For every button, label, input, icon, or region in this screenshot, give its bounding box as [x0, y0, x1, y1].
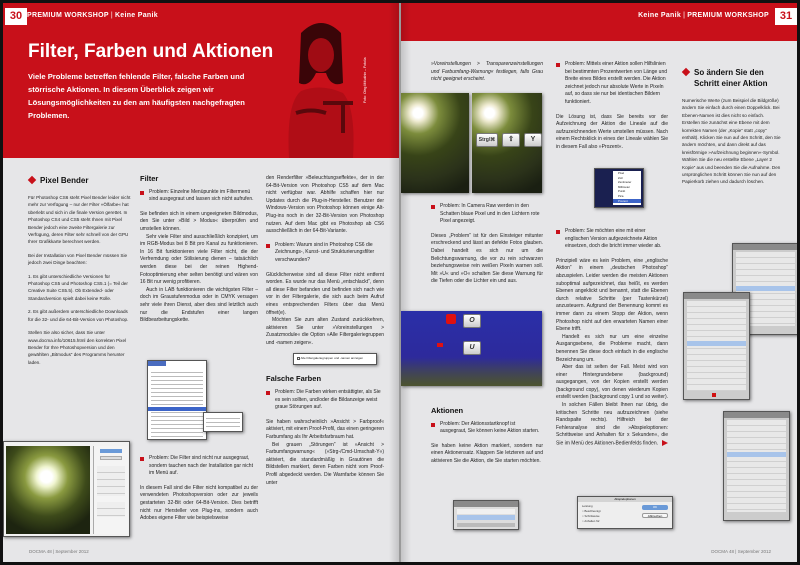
paragraph: Sehr viele Filter sind ausschließlich konzipiert, um im RGB-Modus bei 8 Bit pro Kanal zu funktionieren. In 16 Bit funktionieren viele Filter nicht, die der Verfremdung oder Stilisierung dienen – tatsächlich werden diese bei der reinen Highend-Fotooptimierung eher selten benötigt und wären von 16 Bit nur wenig profitieren. [140, 233, 258, 286]
ok-button[interactable] [100, 449, 122, 453]
playback-options-dialog [577, 496, 673, 529]
menu-item[interactable]: Punkt [618, 189, 626, 194]
right-page [399, 3, 797, 562]
panel-header [454, 501, 518, 507]
left-page [3, 3, 399, 562]
diamond-bullet-icon [28, 176, 36, 184]
key-shift: ⇧ [502, 133, 520, 147]
right-column-1c [431, 407, 543, 472]
sidebar-heading: Pixel Bender [28, 175, 131, 186]
pixel-bender-sidebar [28, 175, 131, 372]
section-label: PREMIUM WORKSHOP [27, 12, 109, 19]
preferences-checkbox-screenshot [293, 353, 377, 365]
paragraph: Sie haben wahrscheinlich »Ansicht > Farbproof« aktiviert, mit einem Proof-Profil, das einen geringeren Farbumfang als Ihr Arbeitsfarbraum hat. [266, 418, 384, 441]
menu-item-highlight[interactable] [148, 407, 206, 411]
ok-button[interactable]: OK [642, 505, 668, 510]
paragraph: Auch in LAB funktionieren die wichtigsten Filter – doch im Graustufenmodus oder in CMYK versagen sehr viele ihren Dienst, aber dies sind letztlich auch nur die Endstufen einer langen Bildbearbeitungskette. [140, 286, 258, 324]
paragraph: den Renderfilter »Beleuchtungseffekte«, der in der 64-Bit-Version von Photoshop CS5 auf dem Mac nicht verfügbar war. Abhilfe schaffen hier nur Updates durch die Plug-in-Hersteller. Benutzer der Windows-Version von Photoshop können einige Alt-Plug-ins noch in der 32-Bit-Version von Photoshop nutzen. Auf dem Mac gibt es Photoshop ab CS6 ausschließlich in der 64-Bit-Variante. [266, 175, 384, 235]
right-column-1b [431, 203, 543, 292]
problem-item: Problem: Sie möchten eine mit einer englischen Version aufgezeichnete Aktion einsetzen, doch die bricht immer wieder ab. [556, 228, 668, 251]
woman-illustration [271, 13, 371, 158]
filter-menu-screenshot [147, 360, 207, 440]
red-clipping-area [446, 314, 456, 324]
gutter-shadow [389, 3, 399, 562]
menu-item[interactable]: Millimeter [618, 184, 630, 189]
problem-item: Problem: Die Filter sind nicht nur ausgegraut, sondern tauchen nach der Installation gar nicht im Menü auf. [140, 455, 258, 478]
square-bullet-icon [431, 205, 435, 209]
paragraph: Sie befinden sich in einem ungeeigneten Bildmodus, den Sie unter »Bild > Modus« überprüfen und umstellen können. [140, 210, 258, 232]
checkbox-label: Alle Filtergaleriegruppen und -namen anzeigen [300, 356, 364, 361]
hero-banner [3, 3, 399, 158]
settings-panel [93, 446, 128, 534]
page-number: 30 [5, 8, 27, 25]
action-row-selected[interactable] [457, 515, 515, 520]
clipping-warning-photo [401, 311, 542, 386]
red-clipping-area [437, 343, 443, 347]
paragraph: Möchten Sie zum alten Zustand zurückkehren, aktivieren Sie unter »Voreinstellungen > Zusatzmodule« die Option »Alle Filtergaleriegruppen und -namen zeigen«. [266, 317, 384, 346]
diamond-bullet-icon [682, 68, 690, 76]
sidebar-box [682, 67, 782, 192]
submenu-screenshot [203, 412, 243, 432]
checkbox[interactable] [297, 357, 300, 360]
dialog-title: Abspieloptionen [578, 497, 672, 502]
right-column-2b [556, 228, 668, 448]
square-bullet-icon [556, 230, 560, 234]
paragraph: Handelt es sich nur um eine einzelne Ausgangsebene, die Probleme macht, dann benennen Sie diese doch einfach in die englische Bezeichnung um. [556, 333, 668, 363]
actions-panel-screenshot [453, 500, 519, 530]
running-head [27, 12, 158, 19]
panel-header [733, 244, 797, 250]
square-bullet-icon [140, 191, 144, 195]
lamp-photo [6, 446, 90, 534]
action-row-selected[interactable] [736, 286, 795, 291]
panel-header [724, 412, 789, 418]
filter-column-2 [266, 175, 384, 487]
separator: | [683, 12, 686, 19]
filter-column-cont [140, 455, 258, 529]
article-lead: Viele Probleme betreffen fehlende Filter, falsche Farben und störrische Aktionen. In diesem Überblick zeigen wir Lösungsmöglichkeiten zu den am häufigsten nachgefragten Problemen. [28, 72, 245, 120]
separator: | [110, 12, 113, 19]
cancel-button[interactable]: Abbrechen [642, 513, 668, 518]
topic-label: Keine Panik [114, 12, 158, 19]
photo-credit: Foto: Oleg Mitiukhin – Fotolia [363, 57, 367, 103]
menu-items[interactable] [151, 369, 203, 437]
sliders-group[interactable] [97, 466, 125, 496]
end-mark-icon [662, 440, 668, 446]
paragraph: Stellen Sie also sicher, dass Sie unter www.docma.info/10615.html den korrekten Pixel Bender für Ihre Photoshopversion und den gewählten „Bitmodus“ des Programms herunter laden. [28, 330, 127, 365]
menu-item[interactable]: Pica [618, 193, 624, 198]
key-y: Y [524, 133, 542, 147]
square-bullet-icon [266, 244, 270, 248]
pixel-bender-screenshot [3, 441, 130, 537]
page-footer: DOCMA 48 | September 2012 [711, 549, 771, 554]
topic-label: Keine Panik [638, 12, 682, 19]
paragraph: 2. Es gibt außerdem unterschiedliche Downloads für die 32- und die 64-Bit-Version von Photoshop. [28, 309, 129, 322]
paragraph: Für Photoshop CS6 steht Pixel Bender leider nicht mehr zur Verfügung – nur der Filter »Ölfarbe« hat überlebt und sich in die finale Version gerettet. In Photoshop CS4 und CS5 steht Ihnen mit Pixel Bender jedoch eine zweite Filtergalerie zur Verfügung, deren Filter sehr schnell von der GPU Ihrer Grafikkarte berechnet werden. [28, 195, 131, 245]
ruler-context-menu-screenshot [594, 168, 644, 208]
square-bullet-icon [556, 63, 560, 67]
panel-header [684, 293, 749, 299]
paragraph: Die Lösung ist, dass Sie bereits vor der Aufzeichnung der Aktion die Lineale auf die aufzuzeichnenden Werte umstellen müssen. Nach einem Rechtsklick in eines der Lineale wählen Sie in diesem Fall also »Prozent«. [556, 113, 668, 150]
action-list[interactable] [687, 301, 746, 391]
record-button-icon[interactable] [712, 393, 716, 397]
paragraph: In diesem Fall sind die Filter nicht kompatibel zu der verwendeten Photoshopversion oder zur jeweils gestarteten 32-Bit oder 64-Bit-Version. Dies betrifft nicht nur Hersteller von Plug-ins, sondern auch Adobes eigene Filter wie beispielsweise [140, 484, 258, 522]
paragraph: Dieses „Problem“ ist für den Einsteiger mitunter erschreckend und lässt an defekte Fotos glauben. Dabei handelt es sich nur um die Belichtungswarnung, die vor zu rein schwarzen beziehungsweise rein weißen Pixeln warnen soll. Mit »U« und »O« schalten Sie diese Warnung für die Tiefen oder die Lichter ein und aus. [431, 232, 543, 285]
key-o: O [463, 314, 481, 328]
submenu-items[interactable] [206, 415, 240, 429]
group-label: Leistung [582, 504, 593, 508]
problem-item: Problem: Der Aktionsstartknopf ist ausgegraut, Sie können keine Aktion starten. [431, 421, 543, 436]
paragraph: 1. Es gibt unterschiedliche Versionen für Photoshop CS5 und Photoshop CS5.1 (= Teil der Creative Suite CS5.5). Ob Extended- oder Standardversion spielt dabei keine Rolle. [28, 273, 128, 301]
key-ctrl-cmd: Strg/⌘ [476, 133, 498, 147]
night-photo-right [472, 93, 542, 193]
sidebar-heading: So ändern Sie den Schritt einer Aktion [682, 67, 782, 89]
night-photo-left [401, 93, 469, 193]
filter-column [140, 175, 258, 325]
paragraph: Glücklicherweise sind all diese Filter nicht entfernt worden. Es wurde nur das Menü „entschlackt“, denn all diese Filter befanden und befinden sich nach wie vor in der Filtergalerie, die sich auch beim Aufruf eines entsprechenden Filters über das Menü öffnet(e). [266, 271, 384, 316]
problem-item: Problem: Die Farben wirken entsättigter, als Sie es sein sollten, und/oder die Bildanzeige weist graue Störungen auf. [266, 389, 384, 412]
action-set-row[interactable] [457, 509, 515, 514]
paragraph: Sie haben keine Aktion markiert, sondern nur einen Aktionensatz. Klappen Sie letzteren auf und aktivieren Sie die Aktion, die Sie starten möchten. [431, 442, 543, 464]
menu-item[interactable]: Pixel [618, 171, 625, 175]
unit-menu[interactable] [613, 171, 641, 205]
problem-item: Problem: Einzelne Menüpunkte im Filtermenü sind ausgegraut und lassen sich nicht aufrufen. [140, 189, 258, 204]
square-bullet-icon [140, 457, 144, 461]
radio-option[interactable]: ○ Schrittweise [582, 514, 600, 518]
section-heading: Falsche Farben [266, 374, 322, 384]
actions-panel-3 [723, 411, 790, 521]
problem-item: Problem: Mittels einer Aktion sollen Hilfslinien bei bestimmten Prozentwerten von Länge und Breite eines Bildes erstellt werden. Die Aktion zeichnet jedoch nur absolute Werte in Pixeln auf, so dass sie nur bei identischen Bildern funktioniert. [556, 61, 668, 107]
header-band [401, 3, 797, 41]
square-bullet-icon [431, 423, 435, 427]
paragraph: Bei der Installation von Pixel Bender müssen Sie jedoch zwei Dinge beachten: [28, 252, 128, 266]
panel-buttons[interactable] [457, 523, 515, 527]
menu-item[interactable]: Zoll [618, 175, 623, 180]
paragraph: Aber das ist selten der Fall. Meist wird von einer Hintergrundebene (background) ausgegangen, von der Kopien erstellt werden (background copy), von denen wiederum Kopien erstellt werden (background copy 1 und so weiter). [556, 364, 669, 401]
paragraph: Prinzipiell wäre es kein Problem, eine „englische Aktion“ in einem „deutschen Photoshop“ abzuspielen. Leider werden die meisten Aktionen suboptimal aufgezeichnet, das heißt, es werden Ebenen angeklickt und benannt, statt die Ebenen durch relative Schritte (per Tastenkürzel) anzusteuern. Aufgrund der Benennung kommt es immer dann zu einem Stopp der Aktion, wenn Photoshop nicht auf den erwarteten Namen einer Ebene trifft. [556, 257, 668, 333]
trees-silhouette [401, 358, 542, 386]
paragraph: In solchen Fällen bleibt Ihnen nur übrig, die kritischen Schritte neu aufzuzeichnen (siehe Randspalte rechts). Hilfreich bei der Fehleranalyse sind die »Abspieloptionen: Schrittweise und Anhalten für x Sekunden«, die Sie im Menü des Aktionen-Bedienfelds finden. [556, 402, 668, 447]
sliders-group[interactable] [97, 502, 125, 517]
article-title: Filter, Farben und Aktionen [28, 41, 274, 62]
paragraph: Bei grauen „Störungen“ ist »Ansicht > Farbumfangwarnung« (»Strg-/Cmd-Umschalt-Y«) aktiviert, die standardmäßig in Grautönen die Bildstellen markiert, deren Farben nicht vom Proof-Profil abgedeckt werden. Die Warnfarbe können Sie unter [266, 441, 384, 486]
section-heading: Filter [140, 174, 159, 183]
problem-item: Problem: Warum sind in Photoshop CS6 die Zeichnungs-, Kunst- und Strukturierungsfilter verschwunden? [266, 242, 384, 265]
gutter-shadow [401, 3, 411, 562]
radio-option[interactable]: ○ Anhalten für: [582, 519, 601, 523]
menu-item[interactable]: Zentimeter [618, 180, 632, 185]
section-heading: Aktionen [431, 406, 464, 415]
square-bullet-icon [266, 391, 270, 395]
paragraph: Numerische Werte (zum Beispiel die Bildgröße) ändern Sie einfach durch einen Doppelklick. Bei Ebenen-Namen ist dies nicht so einfach. Erstellen Sie zunächst eine Ebene mit dem korrekten Namen (der „Kopie“ statt „copy“ enthält). Klicken Sie nun auf den Schritt, den Sie ändern möchten, und dann direkt auf das kreisförmige »Aufzeichnung beginnen«-Symbol. Wählen Sie die neu erstellte Ebene „Layer 2 Kopie“ aus und beenden Sie die Aufnahme. Den ursprünglichen Schritt können Sie nun auf den Papierkorb ziehen und dadurch löschen. [682, 98, 781, 185]
right-column-2 [556, 61, 668, 158]
page-footer: DOCMA 48 | September 2012 [29, 549, 89, 554]
options-group [582, 504, 600, 524]
paragraph: »Voreinstellungen > Transparenzeinstellungen und Farbumfang-Warnung« festlegen, falls Grau nicht geeignet erscheint. [431, 61, 543, 83]
section-label: PREMIUM WORKSHOP [687, 12, 769, 19]
action-row-selected[interactable] [687, 341, 746, 346]
radio-option[interactable]: ○ Beschleunigt [582, 509, 601, 513]
action-row-selected[interactable] [727, 452, 786, 457]
problem-item: Problem: In Camera Raw werden in den Schatten blaue Pixel und in den Lichtern rote Pixel angezeigt. [431, 203, 543, 226]
key-u: U [463, 341, 481, 355]
cancel-button[interactable] [100, 456, 122, 460]
page-number: 31 [775, 8, 797, 25]
magazine-spread [3, 3, 797, 562]
right-column-1 [431, 61, 543, 90]
running-head [638, 12, 769, 19]
actions-panel-2 [683, 292, 750, 400]
menu-title [148, 361, 166, 366]
action-list[interactable] [727, 420, 786, 512]
menu-item-selected[interactable]: Prozent [613, 199, 641, 204]
